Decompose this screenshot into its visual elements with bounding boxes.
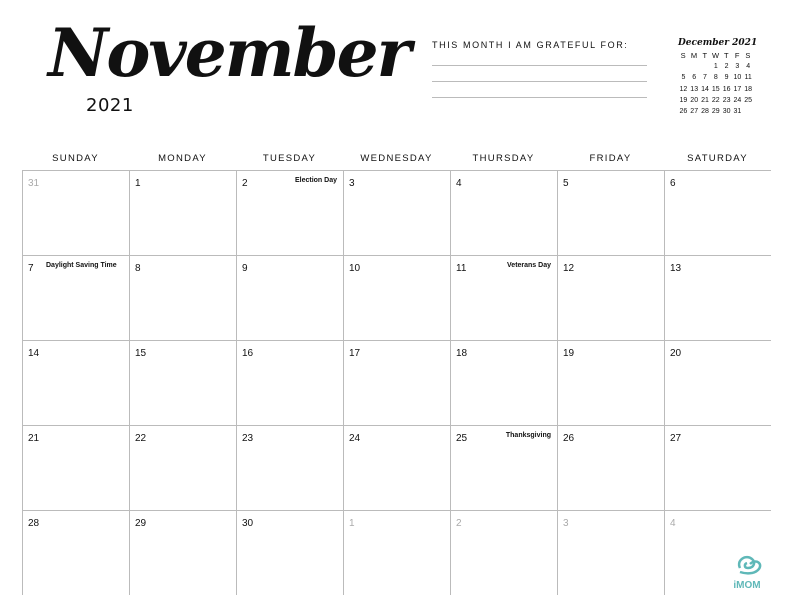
day-cell[interactable] [557,256,664,340]
day-number: 14 [28,348,40,359]
day-cell[interactable] [450,341,557,425]
mini-weekday: S [680,51,687,60]
day-cell[interactable] [236,426,343,510]
weekday-saturday: SATURDAY [687,153,748,164]
day-number: 19 [563,348,575,359]
mini-day: 16 [722,85,731,93]
mini-day [689,61,700,72]
day-number: 15 [135,348,147,359]
day-cell[interactable] [129,256,236,340]
day-number: 28 [28,518,40,529]
weekday-sunday: SUNDAY [52,153,99,164]
day-cell[interactable] [129,426,236,510]
mini-day: 10 [733,74,742,82]
day-cell[interactable] [236,341,343,425]
mini-weekday: T [724,51,730,60]
mini-day: 27 [690,108,699,116]
week-row [22,426,771,511]
mini-day [743,106,754,117]
weekday-friday: FRIDAY [589,153,632,164]
day-number: 20 [670,348,682,359]
mini-day: 14 [701,85,709,93]
day-number: 17 [349,348,361,359]
day-cell[interactable] [664,256,771,340]
day-number: 11 [456,263,467,274]
day-cell[interactable] [343,171,450,255]
day-number: 3 [563,518,569,529]
mini-day: 7 [703,74,707,82]
mini-day: 26 [679,108,688,116]
mini-weekday: T [702,51,708,60]
day-number: 6 [670,178,676,189]
day-cell[interactable] [129,511,236,595]
mini-day: 24 [733,96,742,104]
day-number: 4 [670,518,676,529]
mini-day: 29 [711,108,720,116]
day-number: 30 [242,518,254,529]
mini-calendar [678,38,758,117]
weekday-tuesday: TUESDAY [262,153,317,164]
mini-calendar-grid [678,61,754,117]
weekday-header [22,148,771,171]
weekday-thursday: THURSDAY [472,153,535,164]
week-row [22,341,771,426]
day-cell[interactable] [236,171,343,255]
day-cell[interactable] [557,511,664,595]
day-number: 22 [135,433,147,444]
mini-week [678,84,754,95]
week-row [22,171,771,256]
day-cell[interactable] [664,171,771,255]
day-number: 8 [135,263,141,274]
day-cell[interactable] [129,171,236,255]
mini-day: 21 [701,96,709,104]
grateful-section [432,40,647,98]
holiday-label: Election Day [294,177,337,184]
grateful-line[interactable] [432,82,647,98]
mini-day: 18 [744,85,753,93]
day-number: 26 [563,433,575,444]
day-cell[interactable] [557,341,664,425]
mini-day [700,61,711,72]
mini-day: 20 [690,96,699,104]
day-number: 7 [28,263,34,274]
day-cell[interactable] [664,426,771,510]
day-number: 1 [135,178,141,189]
day-number: 16 [242,348,254,359]
day-number: 10 [349,263,361,274]
mini-weekday: F [734,51,740,60]
day-number: 27 [670,433,682,444]
day-cell[interactable] [343,256,450,340]
day-number: 12 [563,263,575,274]
day-number: 3 [349,178,355,189]
weeks-container [22,171,771,595]
mini-day: 1 [713,63,718,71]
holiday-label: Veterans Day [507,262,551,269]
day-number: 23 [242,433,254,444]
mini-day: 28 [701,108,709,116]
month-grid [22,148,771,595]
mini-day: 8 [713,74,718,82]
mini-day: 25 [744,96,753,104]
day-cell[interactable] [557,426,664,510]
mini-calendar-title: December 2021 [678,38,758,48]
day-cell[interactable] [129,341,236,425]
day-number: 5 [563,178,569,189]
day-number: 1 [349,518,355,529]
mini-weekday: W [711,51,720,60]
mini-day: 19 [679,96,688,104]
day-cell[interactable] [22,171,129,255]
day-cell[interactable] [450,171,557,255]
holiday-label: Daylight Saving Time [46,262,117,269]
week-row [22,511,771,595]
day-number: 21 [28,433,40,444]
mini-day: 31 [733,108,742,116]
weekday-wednesday: WEDNESDAY [360,153,433,164]
logo-text: iMOM [733,580,761,591]
mini-day: 22 [711,96,720,104]
day-cell[interactable] [236,256,343,340]
mini-day: 9 [724,74,729,82]
mini-week [678,95,754,106]
day-number: 4 [456,178,462,189]
mini-weekday: M [690,51,698,60]
grateful-line[interactable] [432,50,647,66]
holiday-label: Thanksgiving [505,432,551,439]
imom-logo [726,550,768,592]
mini-day: 2 [724,63,729,71]
day-cell[interactable] [450,256,557,340]
day-cell[interactable] [343,511,450,595]
mini-week [678,61,754,72]
mini-day: 12 [679,85,688,93]
day-number: 24 [349,433,361,444]
mini-day: 17 [733,85,742,93]
day-cell[interactable] [236,511,343,595]
day-number: 29 [135,518,147,529]
day-cell[interactable] [22,341,129,425]
day-number: 2 [242,178,248,189]
day-number: 18 [456,348,468,359]
day-cell[interactable] [664,341,771,425]
week-row [22,256,771,341]
mini-weekday: S [745,51,751,60]
mini-day: 5 [681,74,686,82]
day-cell[interactable] [450,511,557,595]
mini-day: 23 [722,96,731,104]
day-cell[interactable] [22,426,129,510]
mini-day: 11 [744,74,752,82]
mini-day: 15 [711,85,720,93]
month-title: November [48,14,410,92]
mini-calendar-weekdays [678,50,754,61]
year-label: 2021 [86,95,134,116]
day-cell[interactable] [343,426,450,510]
day-cell[interactable] [450,426,557,510]
mini-week [678,106,754,117]
day-number: 31 [28,178,40,189]
mini-day: 3 [735,63,740,71]
mini-day: 4 [746,63,751,71]
day-number: 2 [456,518,462,529]
day-number: 13 [670,263,682,274]
mini-day: 6 [692,74,697,82]
day-number: 9 [242,263,248,274]
grateful-line[interactable] [432,66,647,82]
day-number: 25 [456,433,468,444]
day-cell[interactable] [557,171,664,255]
day-cell[interactable] [343,341,450,425]
mini-day [678,61,689,72]
mini-day: 13 [690,85,699,93]
weekday-monday: MONDAY [158,153,207,164]
mini-day: 30 [722,108,731,116]
day-cell[interactable] [22,511,129,595]
grateful-label: THIS MONTH I AM GRATEFUL FOR: [432,40,629,50]
day-cell[interactable] [22,256,129,340]
mini-week [678,72,754,83]
